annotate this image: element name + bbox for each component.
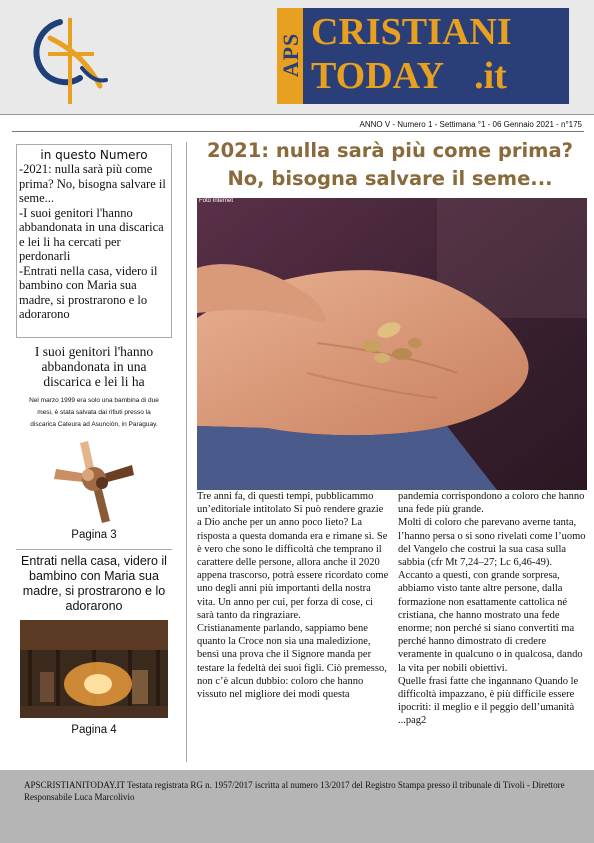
issue-line: ANNO V - Numero 1 - Settimana °1 - 06 Gennaio 2021 - n°175 (359, 120, 582, 129)
col1-paragraph-1: Tre anni fa, di questi tempi, pubblicammo un’editoriale intitolato Si può rendere grazie a Dio anche per un anno poco lieto? La risposta a questa domanda era e rimane sì. Se è vero che sono le difficoltà che temprano il carattere delle persone, allora anche il 2020 appena trascorso, potrà essere ricordato come uno degli anni più importanti della nostra vita. Un anno per cui, per forza di cose, ci sarà tanto da ringraziare. (197, 491, 389, 621)
toc-heading: in questo Numero (40, 148, 148, 162)
col1-paragraph-2: Cristianamente parlando, sappiamo bene quanto la Croce non sia una maledizione, bensì una prova che il Signore manda per testare la fedeltà dei suoi figli. Ciò premesso, non c’è alcun dubbio: coloro che hanno vissuto nel migliore dei modi questa (197, 623, 387, 701)
aps-label: APS (278, 32, 303, 78)
sidebar (16, 144, 172, 736)
toc-item-1[interactable]: -2021: nulla sarà più come prima? No, bisogna salvare il seme... (19, 162, 166, 205)
article-photo (197, 198, 587, 490)
story2-title[interactable]: Entrati nella casa, videro il bambino con Maria sua madre, si prostrarono e lo adorarono (21, 554, 167, 613)
joined-hands-image (48, 437, 140, 525)
masthead-title (311, 10, 512, 98)
header-divider (0, 114, 594, 115)
story1-page[interactable]: Pagina 3 (71, 529, 117, 541)
col2-paragraph-2: Molti di coloro che parevano averne tanta, l’hanno persa o si sono rivelati come l’uomo del Vangelo che costruì la sua casa sulla sabbia (cfr Mt 7,24–27; Lc 6,46-49). Accanto a questi, con grande sorpresa, abbiamo visto tante altre persone, dalla formazione non esattamente cattolica né cristiana, che hanno mostrato una fede enorme; non perché si siano convertiti ma perché hanno dimostrato di credere veramente in qualcuno o in qualcosa, dando la vita per nobili obiettivi. (398, 517, 586, 674)
article-column-1 (197, 490, 389, 701)
article-headline (190, 137, 590, 193)
issue-divider (12, 131, 584, 132)
footer-text: APSCRISTIANITODAY.IT Testata registrata RG n. 1957/2017 iscritta al numero 13/2017 del Registro Stampa presso il tribunale di Tivoli - Direttore Responsabile Luca Marcolivio (24, 780, 565, 802)
toc-item-2[interactable]: -I suoi genitori l'hanno abbandonata in una discarica e lei li ha cercati per perdonarli (19, 205, 164, 263)
col2-paragraph-3[interactable]: Quelle frasi fatte che ingannano Quando le difficoltà impazzano, è più difficile essere ipocriti: il meglio e il peggio dell’umanità ...pag2 (398, 675, 579, 727)
masthead-header (0, 0, 594, 115)
column-divider (186, 142, 187, 762)
sidebar-divider (16, 549, 172, 550)
toc-box (16, 144, 172, 338)
headline-line1: 2021: nulla sarà più come prima? (207, 139, 573, 162)
masthead-line2: TODAY (311, 55, 445, 97)
story-teaser-2[interactable] (16, 554, 172, 736)
photo-credit: Foto Internet (199, 198, 234, 204)
story-teaser-1[interactable] (16, 344, 172, 541)
nativity-image (20, 620, 168, 718)
story1-title[interactable]: I suoi genitori l'hanno abbandonata in una discarica e lei li ha (34, 344, 154, 389)
headline-line2: No, bisogna salvare il seme... (227, 167, 553, 190)
story2-page[interactable]: Pagina 4 (71, 724, 117, 736)
aps-band (277, 8, 303, 104)
masthead-line1: CRISTIANI (311, 11, 512, 53)
col2-paragraph-1: pandemia corrispondono a coloro che hanno una fede più grande. (398, 491, 585, 516)
toc-item-3[interactable]: -Entrati nella casa, videro il bambino con Maria sua madre, si prostrarono e lo adorarono (19, 263, 158, 321)
fish-cross-logo-icon (20, 8, 110, 108)
story1-subtitle: Nel marzo 1999 era solo una bambina di due mesi, è stata salvata dai rifiuti presso la discarica Cateura ad Asunción, in Paraguay. (29, 397, 159, 428)
footer (0, 770, 594, 843)
masthead-suffix: .it (474, 55, 507, 97)
masthead-banner[interactable] (277, 8, 569, 104)
hand-with-seeds-image (197, 198, 587, 490)
article-column-2 (398, 490, 588, 728)
